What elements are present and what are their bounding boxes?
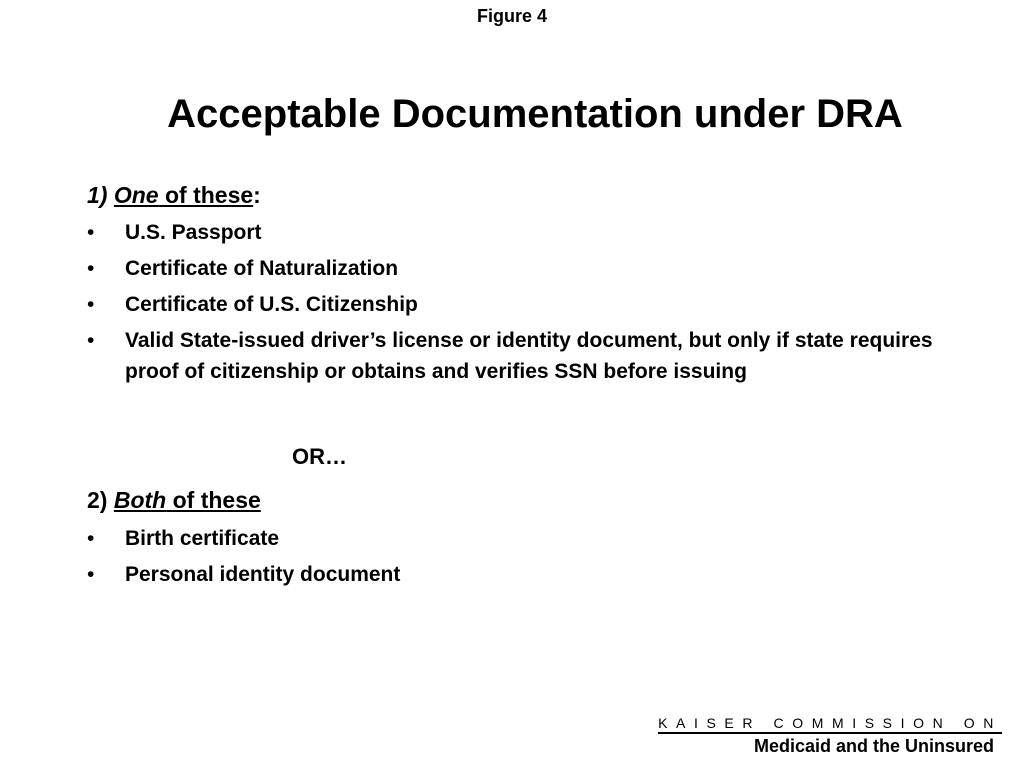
bullet-icon: •: [87, 563, 95, 586]
figure-label: Figure 4: [476, 6, 547, 26]
list-item: • Valid State-issued driver’s license or identity document, but only if state requires proof of citizenship or obtains and verifies SSN before issuing: [87, 325, 967, 387]
section-2-heading: [87, 486, 261, 514]
section-1-rest: of these: [164, 182, 254, 208]
section-1-suffix: :: [253, 182, 261, 208]
slide-title: Acceptable Documentation under DRA: [167, 92, 903, 136]
section-2-keyword: Both: [113, 487, 167, 513]
section-1-number: 1): [87, 182, 108, 208]
section-1-heading: [87, 181, 261, 209]
logo-bottom-line: Medicaid and the Uninsured: [753, 736, 994, 756]
or-separator: OR…: [292, 444, 347, 469]
bullet-icon: •: [87, 293, 95, 316]
section-2-number: 2): [87, 487, 108, 513]
bullet-icon: •: [87, 329, 95, 352]
section-1-keyword: One: [113, 182, 159, 208]
list-item: • Birth certificate: [87, 523, 967, 554]
bullet-icon: •: [87, 527, 95, 550]
section-2-rest: of these: [172, 487, 261, 513]
list-item: • Certificate of U.S. Citizenship: [87, 289, 967, 320]
bullet-icon: •: [87, 221, 95, 244]
list-item: • U.S. Passport: [87, 217, 967, 248]
list-item: • Certificate of Naturalization: [87, 253, 967, 284]
section-1-list: [87, 217, 967, 392]
list-item: • Personal identity document: [87, 559, 967, 590]
logo-top-line: KAISER COMMISSION ON: [658, 715, 1002, 734]
bullet-icon: •: [87, 257, 95, 280]
section-2-list: [87, 523, 967, 595]
kaiser-logo: [658, 715, 1002, 758]
